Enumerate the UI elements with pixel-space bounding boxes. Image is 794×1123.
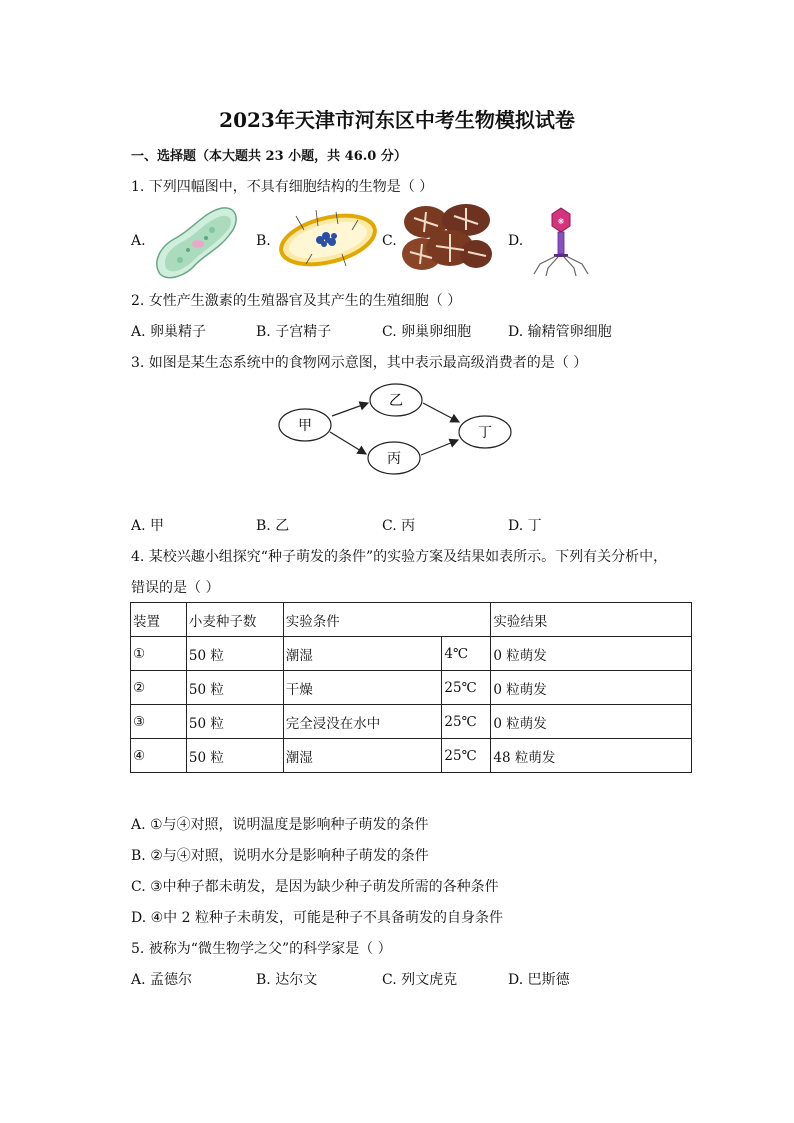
food-web-diagram bbox=[278, 378, 518, 478]
cell-result: 0 粒萌发 bbox=[491, 637, 692, 671]
q2-option-c[interactable]: C. 卵巢卵细胞 bbox=[382, 324, 472, 340]
header-device: 装置 bbox=[131, 603, 187, 637]
q1-label-b: B. bbox=[256, 233, 271, 249]
question-3-stem: 3. 如图是某生态系统中的食物网示意图，其中表示最高级消费者的是（ ） bbox=[131, 355, 588, 371]
node-label-jia: 甲 bbox=[298, 418, 312, 434]
header-conditions: 实验条件 bbox=[283, 603, 491, 637]
cell-condition: 潮湿 bbox=[283, 739, 442, 773]
q5-option-d[interactable]: D. 巴斯德 bbox=[508, 972, 570, 988]
table-row bbox=[131, 671, 692, 705]
cell-temperature: 4℃ bbox=[442, 637, 491, 671]
q4-option-d[interactable]: D. ④中 2 粒种子未萌发，可能是种子不具备萌发的自身条件 bbox=[131, 910, 503, 926]
cell-seed-count: 50 粒 bbox=[186, 705, 283, 739]
q1-label-c: C. bbox=[382, 233, 397, 249]
q1-label-a: A. bbox=[131, 233, 146, 249]
cell-result: 0 粒萌发 bbox=[491, 671, 692, 705]
q5-option-c[interactable]: C. 列文虎克 bbox=[382, 972, 458, 988]
page-title: 2023年天津市河东区中考生物模拟试卷 bbox=[219, 108, 575, 132]
q4-option-b[interactable]: B. ②与④对照，说明水分是影响种子萌发的条件 bbox=[131, 848, 429, 864]
header-result: 实验结果 bbox=[491, 603, 692, 637]
question-4-stem-line1: 4. 某校兴趣小组探究“种子萌发的条件”的实验方案及结果如表所示。下列有关分析中， bbox=[131, 549, 668, 565]
cell-temperature: 25℃ bbox=[442, 739, 491, 773]
cell-device: ② bbox=[131, 671, 187, 705]
cell-seed-count: 50 粒 bbox=[186, 637, 283, 671]
node-label-bing: 丙 bbox=[387, 451, 401, 467]
table-row bbox=[131, 739, 692, 773]
question-1-stem: 1. 下列四幅图中，不具有细胞结构的生物是（ ） bbox=[131, 179, 434, 195]
cell-condition: 潮湿 bbox=[283, 637, 442, 671]
q2-option-b[interactable]: B. 子宫精子 bbox=[256, 324, 332, 340]
table-header-row bbox=[131, 603, 692, 637]
table-row bbox=[131, 637, 692, 671]
cell-result: 48 粒萌发 bbox=[491, 739, 692, 773]
question-4-stem-line2: 错误的是（ ） bbox=[131, 580, 220, 596]
q3-option-d[interactable]: D. 丁 bbox=[508, 518, 542, 534]
cell-device: ③ bbox=[131, 705, 187, 739]
question-2-stem: 2. 女性产生激素的生殖器官及其产生的生殖细胞（ ） bbox=[131, 293, 462, 309]
q5-option-a[interactable]: A. 孟德尔 bbox=[131, 972, 193, 988]
cell-condition: 干燥 bbox=[283, 671, 442, 705]
node-label-ding: 丁 bbox=[478, 425, 492, 441]
section-heading: 一、选择题（本大题共 23 小题，共 46.0 分） bbox=[131, 149, 407, 164]
header-seed-count: 小麦种子数 bbox=[186, 603, 283, 637]
cell-condition: 完全浸没在水中 bbox=[283, 705, 442, 739]
q4-option-a[interactable]: A. ①与④对照，说明温度是影响种子萌发的条件 bbox=[131, 817, 429, 833]
q4-option-c[interactable]: C. ③中种子都未萌发，是因为缺少种子萌发所需的各种条件 bbox=[131, 879, 499, 895]
q3-option-c[interactable]: C. 丙 bbox=[382, 518, 416, 534]
bacterium-image bbox=[276, 206, 380, 274]
paramecium-image bbox=[150, 202, 242, 280]
q2-option-d[interactable]: D. 输精管卵细胞 bbox=[508, 324, 612, 340]
question-5-stem: 5. 被称为“微生物学之父”的科学家是（ ） bbox=[131, 941, 392, 957]
q2-option-a[interactable]: A. 卵巢精子 bbox=[131, 324, 207, 340]
cell-temperature: 25℃ bbox=[442, 671, 491, 705]
cell-temperature: 25℃ bbox=[442, 705, 491, 739]
q5-option-b[interactable]: B. 达尔文 bbox=[256, 972, 318, 988]
svg-text:❋: ❋ bbox=[557, 217, 565, 226]
cell-result: 0 粒萌发 bbox=[491, 705, 692, 739]
experiment-table bbox=[130, 602, 692, 773]
cell-seed-count: 50 粒 bbox=[186, 739, 283, 773]
cell-device: ① bbox=[131, 637, 187, 671]
mushroom-image bbox=[402, 202, 492, 278]
node-label-yi: 乙 bbox=[389, 393, 403, 409]
q3-option-b[interactable]: B. 乙 bbox=[256, 518, 290, 534]
q3-option-a[interactable]: A. 甲 bbox=[131, 518, 165, 534]
bacteriophage-image bbox=[530, 206, 592, 276]
q1-label-d: D. bbox=[508, 233, 524, 249]
table-row bbox=[131, 705, 692, 739]
cell-device: ④ bbox=[131, 739, 187, 773]
cell-seed-count: 50 粒 bbox=[186, 671, 283, 705]
